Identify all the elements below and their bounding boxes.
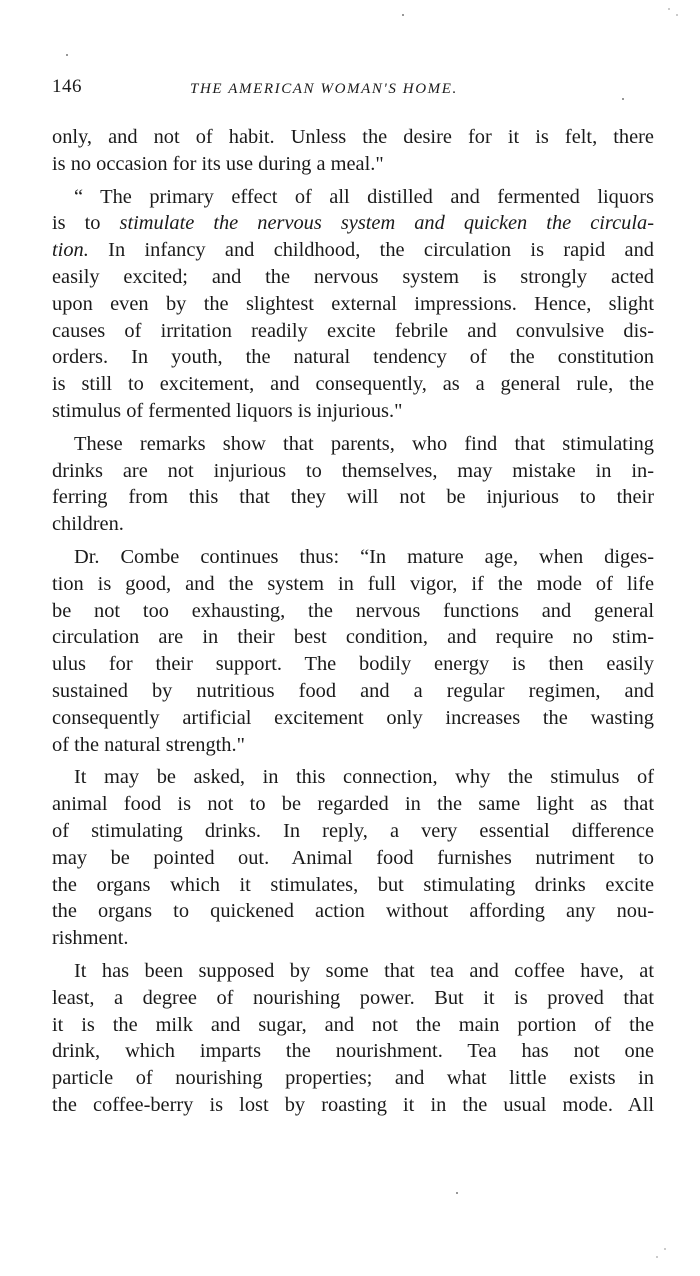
body-text (52, 124, 654, 1125)
text-line: circulation are in their best condition, and require no stim- (52, 626, 654, 649)
running-title: THE AMERICAN WOMAN'S HOME. (190, 81, 458, 97)
text-line: be not too exhausting, the nervous functions and general (52, 599, 654, 622)
text-fragment: In infancy and childhood, the circulation is rapid and (88, 239, 654, 262)
text-line: the organs to quickened action without affording any nou- (52, 900, 654, 923)
paper-speck (656, 1256, 658, 1258)
text-line: may be pointed out. Animal food furnishes nutriment to (52, 846, 654, 869)
page-number: 146 (52, 76, 82, 97)
text-line: drinks are not injurious to themselves, may mistake in in- (52, 459, 654, 482)
paragraph (52, 958, 654, 1119)
paper-speck (66, 54, 68, 56)
italic-text: tion. (52, 239, 89, 262)
paragraph-quotation (52, 184, 654, 425)
text-fragment: is to (52, 212, 120, 235)
paper-speck (664, 1248, 666, 1250)
paper-speck (456, 1192, 458, 1194)
text-line: the coffee-berry is lost by roasting it in the usual mode. All (52, 1093, 654, 1116)
paragraph-continued (52, 124, 654, 178)
paragraph (52, 544, 654, 758)
text-line: ferring from this that they will not be injurious to their (52, 486, 654, 509)
paper-speck (676, 14, 678, 16)
paper-speck (668, 8, 670, 10)
paper-speck (622, 98, 624, 100)
text-line: tion is good, and the system in full vigor, if the mode of life (52, 572, 654, 595)
text-line: is still to excitement, and consequently, as a general rule, the (52, 373, 654, 396)
text-line (52, 237, 654, 264)
text-line: orders. In youth, the natural tendency of the constitution (52, 346, 654, 369)
text-line: ulus for their support. The bodily energy is then easily (52, 653, 654, 676)
paragraph (52, 764, 654, 952)
page-header (52, 76, 652, 102)
paragraph (52, 431, 654, 538)
text-line: it is the milk and sugar, and not the main portion of the (52, 1013, 654, 1036)
text-line: stimulus of fermented liquors is injurious." (52, 399, 403, 422)
text-line: rishment. (52, 927, 129, 950)
text-line: is no occasion for its use during a meal." (52, 152, 384, 175)
text-line (52, 210, 654, 237)
text-line: drink, which imparts the nourishment. Tea has not one (52, 1040, 654, 1063)
text-line: children. (52, 513, 124, 536)
text-line: upon even by the slightest external impressions. Hence, slight (52, 292, 654, 315)
paper-speck (402, 14, 404, 16)
text-line: Dr. Combe continues thus: “In mature age, when diges- (74, 545, 654, 568)
text-line: only, and not of habit. Unless the desire for it is felt, there (52, 126, 654, 148)
text-line: consequently artificial excitement only increases the wasting (52, 706, 654, 729)
text-line: causes of irritation readily excite febrile and convulsive dis- (52, 319, 654, 342)
text-line: the organs which it stimulates, but stimulating drinks excite (52, 873, 654, 896)
text-line: particle of nourishing properties; and what little exists in (52, 1067, 654, 1090)
text-line: of the natural strength." (52, 733, 245, 756)
italic-text: stimulate the nervous system and quicken the circula- (119, 212, 655, 235)
text-line: It may be asked, in this connection, why the stimulus of (74, 766, 654, 789)
text-line: “ The primary effect of all distilled and fermented liquors (74, 185, 654, 208)
text-line: sustained by nutritious food and a regular regimen, and (52, 679, 654, 702)
text-line: These remarks show that parents, who find that stimulating (74, 432, 654, 455)
text-line: of stimulating drinks. In reply, a very essential difference (52, 819, 654, 842)
text-line: easily excited; and the nervous system is strongly acted (52, 265, 654, 288)
text-line: It has been supposed by some that tea and coffee have, at (74, 959, 654, 982)
text-line: animal food is not to be regarded in the same light as that (52, 793, 654, 816)
text-line: least, a degree of nourishing power. But it is proved that (52, 986, 654, 1009)
